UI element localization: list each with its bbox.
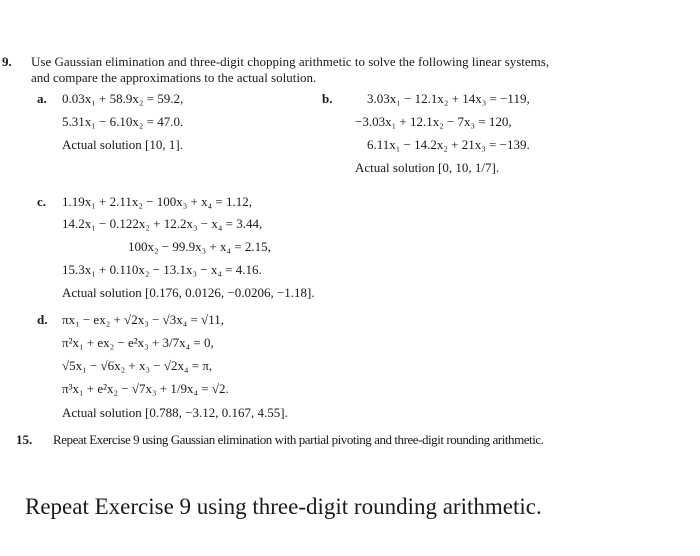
part-a-solution: Actual solution [10, 1]. (62, 137, 183, 152)
part-d-equation-3: √5x₁ − √6x₂ + x₃ − √2x₄ = π, (62, 358, 213, 373)
part-c-equation-3: 100x₂ − 99.9x₃ + x₄ = 2.15, (128, 239, 271, 254)
part-d-equation-1: πx₁ − ex₂ + √2x₃ − √3x₄ = √11, (62, 312, 224, 327)
part-a-equation-1: 0.03x₁ + 58.9x₂ = 59.2, (62, 91, 184, 106)
part-d-solution: Actual solution [0.788, −3.12, 0.167, 4.55]. (62, 405, 288, 420)
part-c-equation-1: 1.19x₁ + 2.11x₂ − 100x₃ + x₄ = 1.12, (62, 194, 252, 209)
exercise-15-text: Repeat Exercise 9 using Gaussian elimination with partial pivoting and three-digit rounding arithmetic. (53, 432, 544, 447)
exercise-9-intro-line-2: and compare the approximations to the actual solution. (31, 70, 317, 85)
part-c-equation-2: 14.2x₁ − 0.122x₂ + 12.2x₃ − x₄ = 3.44, (62, 216, 263, 231)
exercise-15-number: 15. (16, 432, 33, 447)
exercise-9-number: 9. (2, 54, 12, 69)
part-c-solution: Actual solution [0.176, 0.0126, −0.0206, −1.18]. (62, 285, 315, 300)
part-d-equation-2: π²x₁ + ex₂ − e²x₃ + 3/7x₄ = 0, (62, 335, 214, 350)
part-b-equation-1: 3.03x₁ − 12.1x₂ + 14x₃ = −119, (367, 91, 530, 106)
part-a-label: a. (37, 91, 47, 106)
part-d-equation-4: π³x₁ + e²x₂ − √7x₃ + 1/9x₄ = √2. (62, 381, 229, 396)
part-b-equation-2: −3.03x₁ + 12.1x₂ − 7x₃ = 120, (355, 114, 512, 129)
question-text: Repeat Exercise 9 using three-digit rounding arithmetic. (25, 494, 542, 519)
part-b-solution: Actual solution [0, 10, 1/7]. (355, 160, 500, 175)
exercise-9-intro-line-1: Use Gaussian elimination and three-digit chopping arithmetic to solve the following linear systems, (31, 54, 550, 69)
part-c-label: c. (37, 194, 47, 209)
part-b-equation-3: 6.11x₁ − 14.2x₂ + 21x₃ = −139. (367, 137, 530, 152)
part-a-equation-2: 5.31x₁ − 6.10x₂ = 47.0. (62, 114, 184, 129)
part-d-label: d. (37, 312, 48, 327)
part-b-label: b. (322, 91, 333, 106)
part-c-equation-4: 15.3x₁ + 0.110x₂ − 13.1x₃ − x₄ = 4.16. (62, 262, 262, 277)
